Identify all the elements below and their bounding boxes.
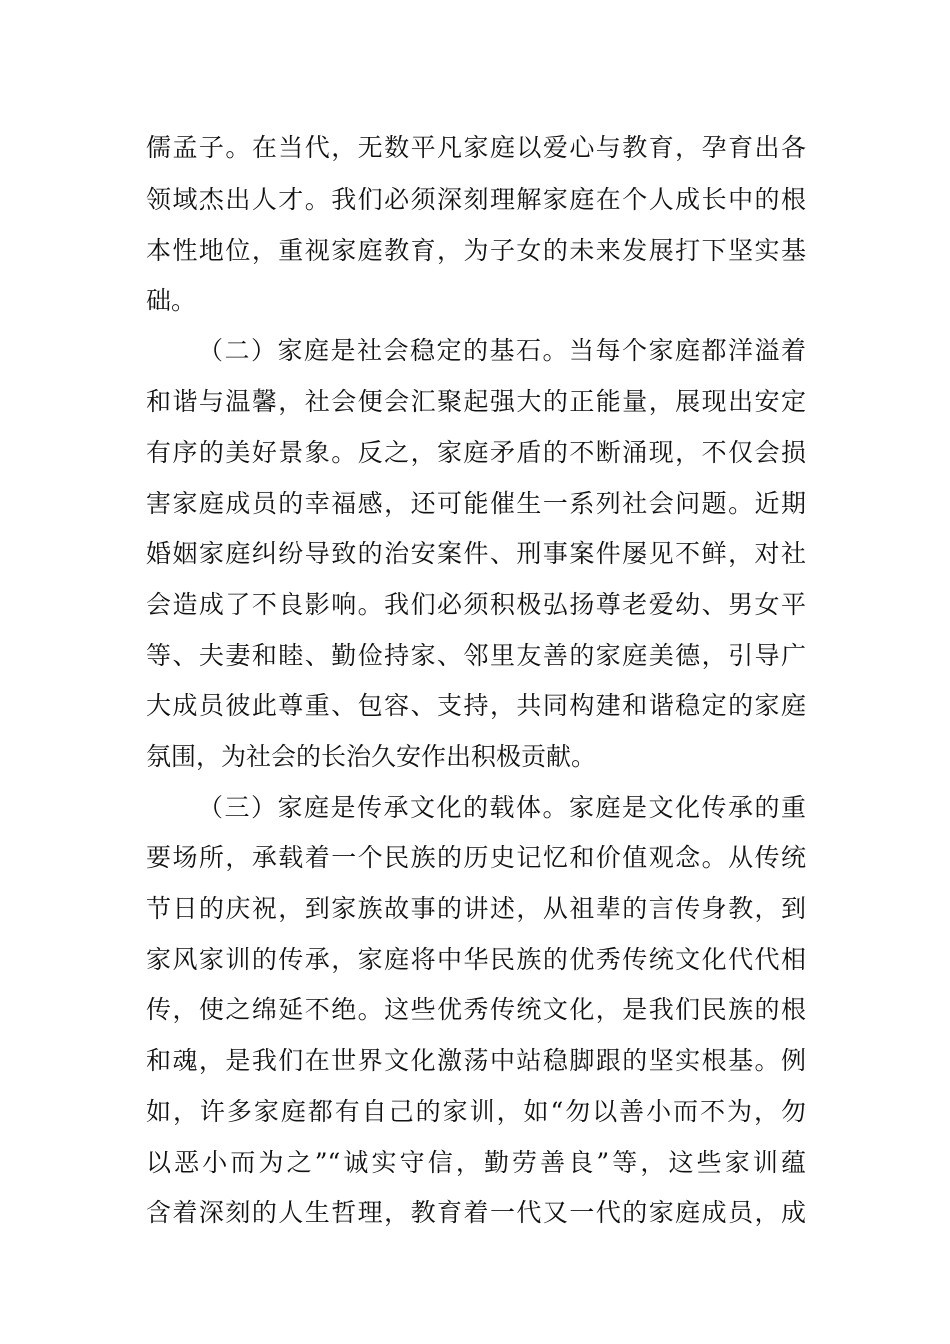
paragraph-heading-line: （三）家庭是传承文化的载体。家庭是文化传承的重 bbox=[198, 793, 806, 822]
text-line: 家风家训的传承，家庭将中华民族的优秀传统文化代代相 bbox=[146, 945, 806, 974]
text-line: 和谐与温馨，社会便会汇聚起强大的正能量，展现出安定 bbox=[146, 387, 806, 416]
text-line: 儒孟子。在当代，无数平凡家庭以爱心与教育，孕育出各 bbox=[146, 133, 806, 162]
text-line: 有序的美好景象。反之，家庭矛盾的不断涌现，不仅会损 bbox=[146, 438, 806, 467]
text-line: 以恶小而为之”“诚实守信，勤劳善良”等，这些家训蕴 bbox=[146, 1148, 806, 1177]
paragraph-heading-line: （二）家庭是社会稳定的基石。当每个家庭都洋溢着 bbox=[198, 336, 806, 365]
text-line: 传，使之绵延不绝。这些优秀传统文化，是我们民族的根 bbox=[146, 995, 806, 1024]
text-line: 会造成了不良影响。我们必须积极弘扬尊老爱幼、男女平 bbox=[146, 590, 806, 619]
text-line: 如，许多家庭都有自己的家训，如“勿以善小而不为，勿 bbox=[146, 1097, 806, 1126]
text-line: 和魂，是我们在世界文化激荡中站稳脚跟的坚实根基。例 bbox=[146, 1046, 806, 1075]
text-line: 础。 bbox=[146, 286, 197, 315]
text-line: 婚姻家庭纠纷导致的治安案件、刑事案件屡见不鲜，对社 bbox=[146, 539, 806, 568]
text-line: 本性地位，重视家庭教育，为子女的未来发展打下坚实基 bbox=[146, 236, 806, 265]
text-line: 领域杰出人才。我们必须深刻理解家庭在个人成长中的根 bbox=[146, 185, 806, 214]
text-line: 大成员彼此尊重、包容、支持，共同构建和谐稳定的家庭 bbox=[146, 691, 806, 720]
text-line: 含着深刻的人生哲理，教育着一代又一代的家庭成员，成 bbox=[146, 1198, 806, 1227]
text-line: 节日的庆祝，到家族故事的讲述，从祖辈的言传身教，到 bbox=[146, 894, 806, 923]
text-line: 氛围，为社会的长治久安作出积极贡献。 bbox=[146, 742, 597, 771]
text-line: 等、夫妻和睦、勤俭持家、邻里友善的家庭美德，引导广 bbox=[146, 641, 806, 670]
text-line: 害家庭成员的幸福感，还可能催生一系列社会问题。近期 bbox=[146, 489, 806, 518]
text-line: 要场所，承载着一个民族的历史记忆和价值观念。从传统 bbox=[146, 843, 806, 872]
